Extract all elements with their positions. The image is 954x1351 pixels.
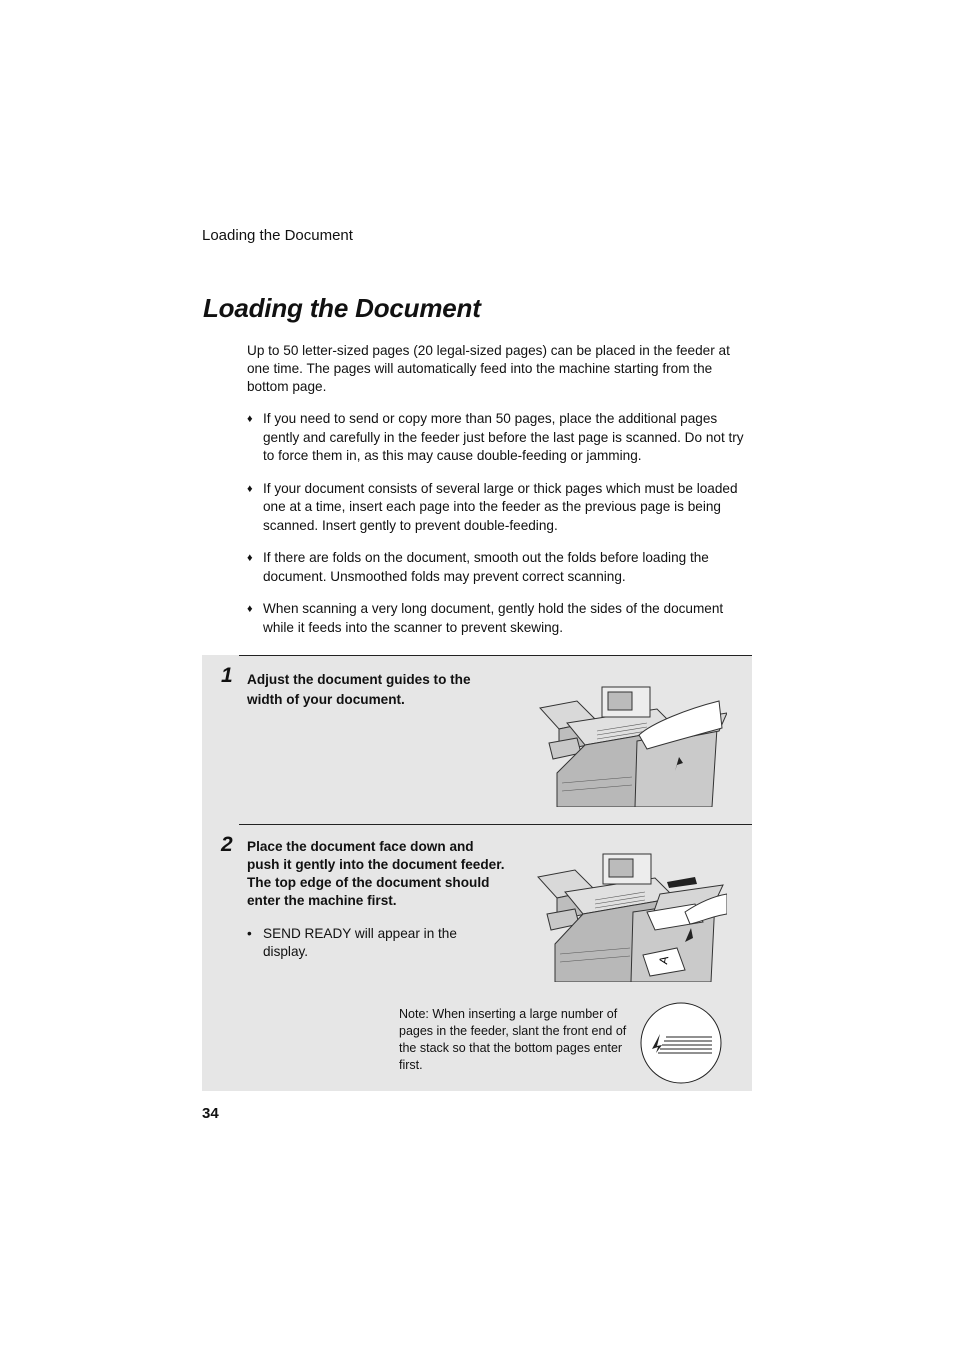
list-item: ♦ If there are folds on the document, smooth out the folds before loading the document. Unsmoothed folds may prevent correct scanning. bbox=[247, 550, 709, 584]
stack-icon bbox=[640, 1001, 722, 1085]
list-item: • SEND READY will appear in the display. bbox=[247, 926, 457, 959]
steps-panel bbox=[202, 655, 752, 1091]
diamond-bullet-icon: ♦ bbox=[247, 603, 253, 615]
page-title: Loading the Document bbox=[203, 293, 481, 323]
arrow-icon bbox=[667, 877, 697, 888]
note-text: Note: When inserting a large number of pages in the feeder, slant the front end of the stack so that the bottom pages enter first. bbox=[399, 1007, 627, 1072]
list-item: ♦ If your document consists of several large or thick pages which must be loaded one at a time, insert each page into the feeder as the previous page is being scanned. Insert gently to prevent double-feeding. bbox=[247, 480, 738, 533]
diamond-bullet-icon: ♦ bbox=[247, 552, 253, 564]
fax-machine-illustration bbox=[537, 683, 727, 807]
step-instruction: Adjust the document guides to the width of your document. bbox=[247, 672, 471, 707]
svg-text:A: A bbox=[656, 954, 672, 966]
intro-paragraph: Up to 50 letter-sized pages (20 legal-sized pages) can be placed in the feeder at one time. The pages will automatically feed into the machine starting from the bottom page. bbox=[247, 343, 730, 394]
divider bbox=[239, 824, 752, 825]
running-head: Loading the Document bbox=[202, 227, 353, 244]
diamond-bullet-icon: ♦ bbox=[247, 413, 253, 425]
bullet-list bbox=[247, 410, 747, 651]
list-item: ♦ When scanning a very long document, gently hold the sides of the document while it feeds into the scanner to prevent skewing. bbox=[247, 601, 724, 635]
divider bbox=[239, 655, 752, 656]
fax-machine-illustration bbox=[535, 852, 727, 982]
bullet-icon: • bbox=[247, 926, 252, 941]
step-instruction: Place the document face down and push it gently into the document feeder. The top edge of the document should enter the machine first. bbox=[247, 839, 505, 908]
diamond-bullet-icon: ♦ bbox=[247, 482, 253, 495]
list-item: ♦ If you need to send or copy more than 50 pages, place the additional pages gently and carefully in the feeder just before the last page is scanned. Do not try to force them in, as this may cause double-feeding or jamming. bbox=[247, 411, 744, 463]
step-number: 2 bbox=[221, 833, 233, 856]
step-number: 1 bbox=[221, 664, 233, 687]
page-number: 34 bbox=[202, 1105, 219, 1122]
